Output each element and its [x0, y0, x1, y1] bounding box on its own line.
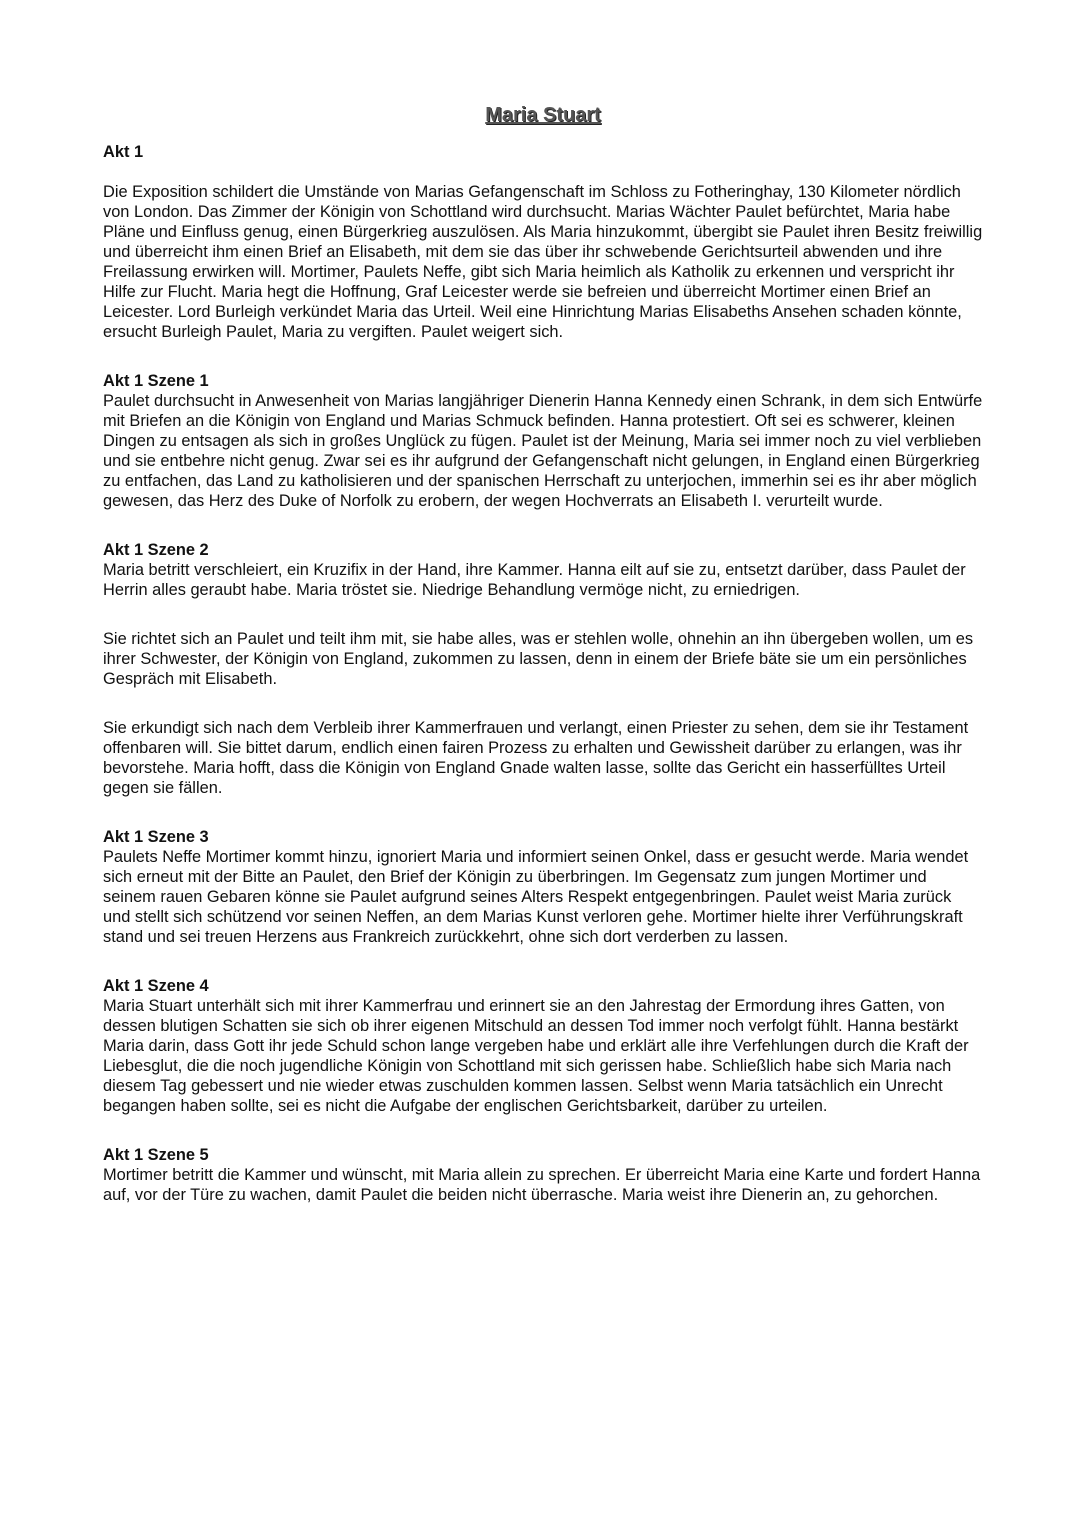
document-title: Maria Stuart	[485, 104, 601, 126]
scene-paragraph: Mortimer betritt die Kammer und wünscht, mit Maria allein zu sprechen. Er überreicht Maria eine Karte und fordert Hanna auf, vor der Türe zu wachen, damit Paulet die beiden nicht überrasche. Maria weist ihre Dienerin an, zu gehorchen.	[103, 1166, 981, 1204]
scene-paragraph: Maria betritt verschleiert, ein Kruzifix in der Hand, ihre Kammer. Hanna eilt auf sie zu, entsetzt darüber, dass Paulet der Herrin alles geraubt habe. Maria tröstet sie. Niedrige Behandlung vermöge nicht, zu erniedrigen.	[103, 561, 966, 599]
act-heading: Akt 1	[103, 143, 144, 161]
scene-paragraph: Paulets Neffe Mortimer kommt hinzu, ignoriert Maria und informiert seinen Onkel, dass er gesucht werde. Maria wendet sich erneut mit der Bitte an Paulet, den Brief der Königin zu überbringen. Im Gegensatz zum jungen Mortimer und seinem rauen Gebaren könne sie Paulet aufgrund seines Alters Respekt entgegenbringen. Paulet weist Maria zurück und stellt sich schützend vor seinen Neffen, an dem Marias Kunst verloren gehe. Mortimer hielte ihrer Verführungskraft stand und sei treuen Herzens aus Frankreich zurückkehrt, ohne sich dort verderben zu lassen.	[103, 848, 969, 946]
act-summary-paragraph: Die Exposition schildert die Umstände von Marias Gefangenschaft im Schloss zu Fotheringhay, 130 Kilometer nördlich von London. Das Zimmer der Königin von Schottland wird durchsucht. Marias Wächter Paulet befürchtet, Maria habe Pläne und Einfluss genug, einen Bürgerkrieg auszulösen. Als Maria hinzukommt, übergibt sie Paulet ihren Besitz freiwillig und überreicht ihm einen Brief an Elisabeth, mit dem sie das über ihr schwebende Gerichtsurteil abwenden und ihre Freilassung erwirken will. Mortimer, Paulets Neffe, gibt sich Maria heimlich als Katholik zu erkennen und verspricht ihr Hilfe zur Flucht. Maria hegt die Hoffnung, Graf Leicester werde sie befreien und überreicht Mortimer einen Brief an Leicester. Lord Burleigh verkündet Maria das Urteil. Weil eine Hinrichtung Marias Elisabeths Ansehen schaden könnte, ersucht Burleigh Paulet, Maria zu vergiften. Paulet weigert sich.	[103, 183, 983, 341]
scene-heading: Akt 1 Szene 5	[103, 1146, 209, 1164]
act-section	[103, 142, 983, 342]
scene-section-4	[103, 976, 983, 1116]
scene-paragraph: Sie richtet sich an Paulet und teilt ihm mit, sie habe alles, was er stehlen wolle, ohnehin an ihn übergeben wollen, um es ihrer Schwester, der Königin von England, zukommen zu lassen, denn in einem der Briefe bäte sie um ein persönliches Gespräch mit Elisabeth.	[103, 630, 974, 688]
document-page	[103, 100, 983, 1234]
scene-heading: Akt 1 Szene 4	[103, 977, 209, 995]
scene-paragraph: Maria Stuart unterhält sich mit ihrer Kammerfrau und erinnert sie an den Jahrestag der Ermordung ihres Gatten, von dessen blutigen Schatten sie sich ob ihrer eigenen Mitschuld an dessen Tod immer noch verfolgt fühlt. Hanna bestärkt Maria darin, dass Gott ihr jede Schuld schon lange vergeben habe und erklärt alle ihre Verfehlungen durch die Kraft der Liebesglut, die die noch jugendliche Königin von Schottland mit sich gerissen habe. Schließlich habe sich Maria nach diesem Tag gebessert und nie wieder etwas zuschulden kommen lassen. Selbst wenn Maria tatsächlich ein Unrecht begangen haben sollte, sei es nicht die Aufgabe der englischen Gerichtsbarkeit, darüber zu urteilen.	[103, 997, 969, 1115]
scene-paragraph: Paulet durchsucht in Anwesenheit von Marias langjähriger Dienerin Hanna Kennedy einen Schrank, in dem sich Entwürfe mit Briefen an die Königin von England und Marias Schmuck befinden. Hanna protestiert. Oft sei es schwerer, kleinen Dingen zu entsagen als sich in großes Unglück zu fügen. Paulet ist der Meinung, Maria sei immer noch zu viel verblieben und sie entbehre nicht genug. Zwar sei es ihr aufgrund der Gefangenschaft nicht gelungen, in England einen Bürgerkrieg zu entfachen, das Land zu katholisieren und der spanischen Herrschaft zu unterjochen, immerhin sei es ihr aber möglich gewesen, das Herz des Duke of Norfolk zu erobern, der wegen Hochverrats an Elisabeth I. verurteilt wurde.	[103, 392, 983, 510]
scene-section-1	[103, 371, 983, 511]
scene-paragraph: Sie erkundigt sich nach dem Verbleib ihrer Kammerfrauen und verlangt, einen Priester zu sehen, dem sie ihr Testament offenbaren will. Sie bittet darum, endlich einen fairen Prozess zu erhalten und Gewissheit darüber zu erlangen, was ihr bevorstehe. Maria hofft, dass die Königin von England Gnade walten lasse, sollte das Gericht ein hasserfülltes Urteil gegen sie fällen.	[103, 719, 969, 797]
scene-heading: Akt 1 Szene 1	[103, 372, 209, 390]
scene-section-5	[103, 1145, 983, 1205]
scene-heading: Akt 1 Szene 3	[103, 828, 209, 846]
scene-heading: Akt 1 Szene 2	[103, 541, 209, 559]
scene-section-3	[103, 827, 983, 947]
scene-section-2	[103, 540, 983, 798]
